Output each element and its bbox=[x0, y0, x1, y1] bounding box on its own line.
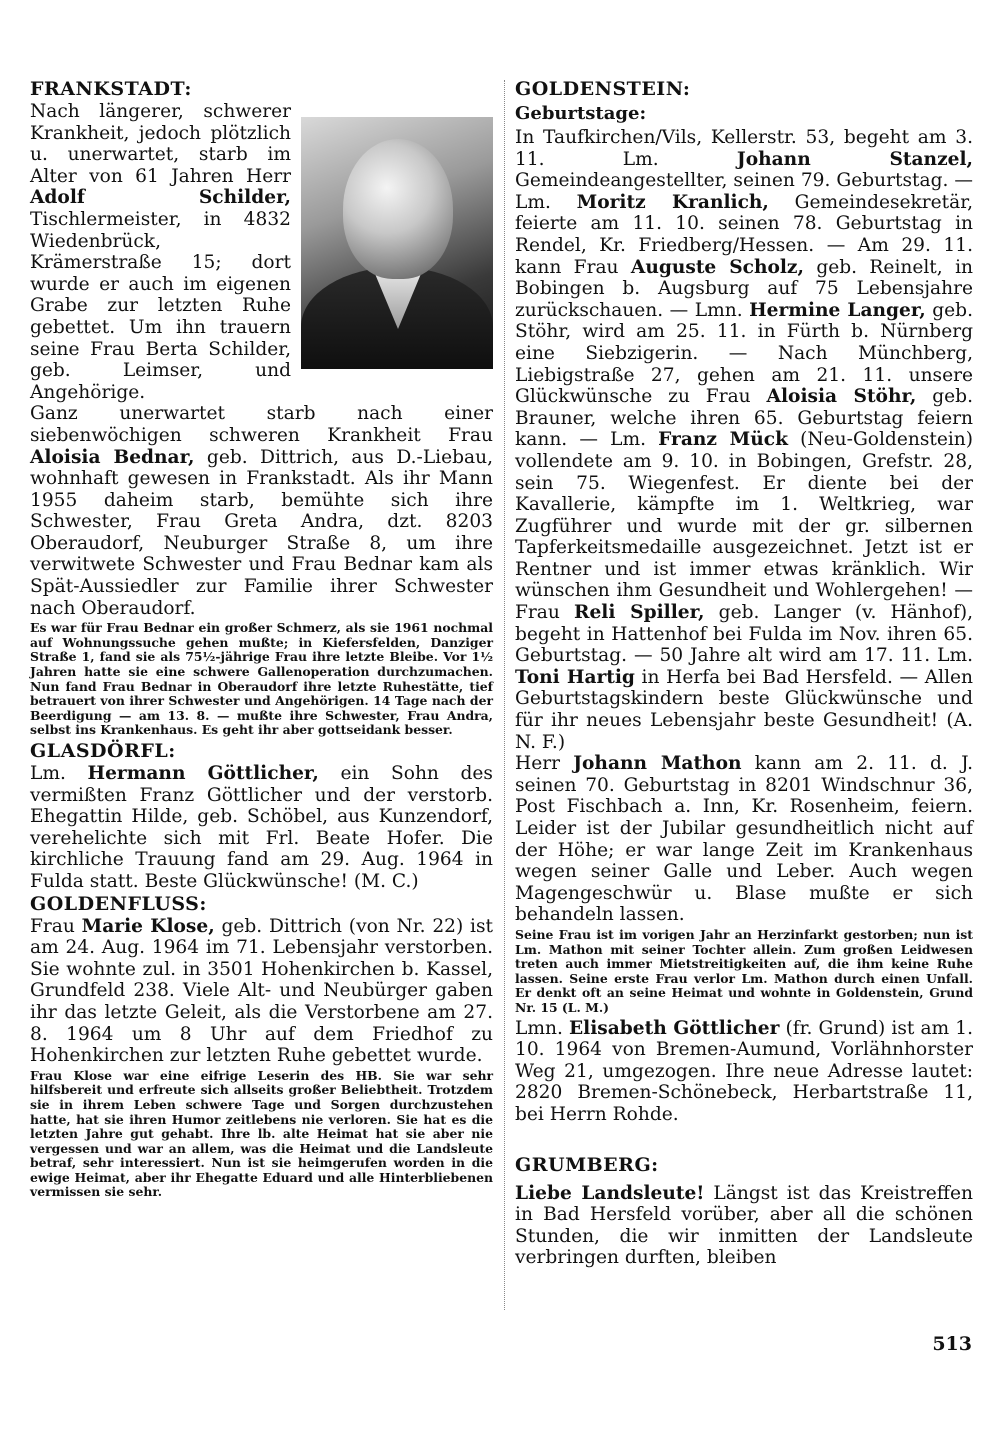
person-name: Elisabeth Göttlicher bbox=[568, 1017, 780, 1039]
section-heading: GRUMBERG: bbox=[515, 1153, 659, 1176]
person-name: Adolf Schilder, bbox=[30, 187, 291, 209]
address-change-paragraph: Lmn. Elisabeth Göttlicher (fr. Grund) ist am 1. 10. 1964 von Bremen-Aumund, Vorlähnhorster Weg 21, umgezogen. Ihre neue Adresse lautet: 2820 Bremen-Schönebeck, Herbartstraße 11, bei Herrn Rohde. bbox=[515, 1017, 973, 1125]
section-frankstadt bbox=[30, 78, 493, 738]
section-heading: GOLDENSTEIN: bbox=[515, 78, 691, 100]
person-name: Hermine Langer, bbox=[749, 299, 926, 321]
salutation: Liebe Landsleute! bbox=[515, 1182, 705, 1204]
section-subheading: Geburtstage: bbox=[515, 103, 647, 124]
section-heading: GOLDENFLUSS: bbox=[30, 892, 207, 915]
obituary-paragraph: Nach längerer, schwerer Krankheit, jedoch plötzlich u. unerwartet, starb im Alter von 61 Jahren Herr Adolf Schilder, Tischlermeister, in 4832 Wiedenbrück, Krämerstraße 15; dort wurde er auch im eigenen Grabe zur letzten Ruhe gebettet. Um ihn trauern seine Frau Berta Schilder, geb. Leimser, und Angehörige. bbox=[30, 101, 291, 403]
section-goldenfluss bbox=[30, 893, 493, 1201]
right-column bbox=[515, 78, 973, 1269]
section-heading: FRANKSTADT: bbox=[30, 78, 192, 100]
small-print-paragraph: Seine Frau ist im vorigen Jahr an Herzinfarkt gestorben; nun ist Lm. Mathon mit seiner Tochter allein. Zum großen Leidwesen treten auch immer Mietstreitigkeiten auf, die ihm keine Ruhe lassen. Seine erste Frau verlor Lm. Mathon durch einen Unfall. Er denkt oft an seine Heimat und wohnte in Goldenstein, Grund Nr. 15 (L. M.) bbox=[515, 926, 973, 1015]
person-name: Reli Spiller, bbox=[574, 602, 705, 624]
obituary-paragraph: Ganz unerwartet starb nach einer siebenwöchigen schweren Krankheit Frau Aloisia Bednar, geb. Dittrich, aus D.-Liebau, wohnhaft gewesen in Frankstadt. Als ihr Mann 1955 daheim starb, bemühte sich ihre Schwester, Frau Greta Andra, dzt. 8203 Oberaudorf, Neuburger Straße 8, um ihre verwitwete Schwester und Frau Bednar kam als Spät-Aussiedler zur Familie ihrer Schwester nach Oberaudorf. bbox=[30, 403, 493, 619]
person-name: Toni Hartig bbox=[515, 666, 635, 688]
portrait-photo bbox=[301, 117, 493, 369]
section-goldenstein bbox=[515, 78, 973, 1126]
person-name: Aloisia Stöhr, bbox=[766, 386, 917, 408]
person-name: Franz Mück bbox=[658, 429, 788, 451]
person-name: Auguste Scholz, bbox=[630, 256, 804, 278]
news-paragraph: Lm. Hermann Göttlicher, ein Sohn des vermißten Franz Göttlicher und der verstorb. Ehegattin Hilde, geb. Schöbel, aus Kunzendorf, verehelichte sich mit Frl. Beate Hofer. Die kirchliche Trauung fand am 29. Aug. 1964 in Fulda statt. Beste Glückwünsche! (M. C.) bbox=[30, 763, 493, 892]
person-name: Johann Mathon bbox=[573, 753, 742, 775]
section-grumberg bbox=[515, 1154, 973, 1269]
obituary-paragraph: Frau Marie Klose, geb. Dittrich (von Nr. 22) ist am 24. Aug. 1964 im 71. Lebensjahr verstorben. Sie wohnte zul. in 3501 Hohenkirchen b. Kassel, Grundfeld 238. Viele Alt- und Neubürger gaben ihr das letzte Geleit, als die Verstorbene am 27. 8. 1964 um 8 Uhr auf dem Friedhof zu Hohenkirchen zur letzten Ruhe gebettet wurde. bbox=[30, 915, 493, 1067]
section-heading: GLASDÖRFL: bbox=[30, 740, 176, 762]
column-divider bbox=[504, 80, 505, 1310]
left-column bbox=[30, 78, 493, 1202]
birthday-paragraph: In Taufkirchen/Vils, Kellerstr. 53, begeht am 3. 11. Lm. Johann Stanzel, Gemeindeangestellter, seinen 79. Geburtstag. — Lm. Moritz Kranlich, Gemeindesekretär, feierte am 11. 10. seinen 78. Geburtstag in Rendel, Kr. Friedberg/Hessen. — Am 29. 11. kann Frau Auguste Scholz, geb. Reinelt, in Bobingen b. Augsburg auf 75 Lebensjahre zurückschauen. — Lmn. Hermine Langer, geb. Stöhr, wird am 25. 11. in Fürth b. Nürnberg eine Siebzigerin. — Nach Münchberg, Liebigstraße 27, gehen am 21. 11. unsere Glückwünsche zu Frau Aloisia Stöhr, geb. Brauner, welche ihren 65. Geburtstag feiern kann. — Lm. Franz Mück (Neu-Goldenstein) vollendete am 9. 10. in Bobingen, Grefstr. 28, sein 75. Wiegenfest. Er diente bei der Kavallerie, kämpfte im 1. Weltkrieg, war Zugführer und wurde mit der gr. silbernen Tapferkeitsmedaille ausgezeichnet. Jetzt ist er Rentner und ist immer etwas kränklich. Wir wünschen ihm Gesundheit und Wohlergehen! — Frau Reli Spiller, geb. Langer (v. Hänhof), begeht in Hattenhof bei Fulda im Nov. ihren 65. Geburtstag. — 50 Jahre alt wird am 17. 11. Lm. Toni Hartig in Herfa bei Bad Hersfeld. — Allen Geburtstagskindern beste Glückwünsche und für ihr neues Lebensjahr beste Gesundheit! (A. N. F.) bbox=[515, 127, 974, 753]
person-name: Moritz Kranlich, bbox=[576, 191, 769, 213]
person-name: Johann Stanzel, bbox=[736, 148, 973, 170]
small-print-paragraph: Frau Klose war eine eifrige Leserin des HB. Sie war sehr hilfsbereit und erfreute sich allseits großer Beliebtheit. Trotzdem sie in ihrem Leben schwere Tage und Sorgen durchzustehen hatte, hat sie ihren Humor zeitlebens nie verloren. Sie hat es die letzten Jahre gut gehabt. Ihre lb. alte Heimat hat sie aber nie vergessen und war an allem, was die Heimat und die Landsleute betraf, sehr interessiert. Nun ist sie heimgerufen worden in die ewige Heimat, aber ihr Ehegatte Eduard und alle Hinterbliebenen vermissen sie sehr. bbox=[30, 1067, 493, 1200]
small-print-paragraph: Es war für Frau Bednar ein großer Schmerz, als sie 1961 nochmal auf Wohnungssuche gehen mußte; in Kiefersfelden, Danziger Straße 1, fand sie als 75½-jährige Frau ihre letzte Bleibe. Vor 1½ Jahren hatte sie eine schwere Gallenoperation durchzumachen. Nun fand Frau Bednar in Oberaudorf ihre letzte Ruhestätte, tief betrauert von ihrer Schwester und Angehörigen. 14 Tage nach der Beerdigung — am 13. 8. — mußte ihre Schwester, Frau Andra, selbst ins Krankenhaus. Es geht ihr aber gottseidank besser. bbox=[30, 620, 493, 738]
person-name: Hermann Göttlicher, bbox=[87, 763, 319, 784]
page-number: 513 bbox=[932, 1333, 972, 1355]
person-name: Marie Klose, bbox=[81, 915, 215, 937]
section-glasdoerfl bbox=[30, 740, 493, 893]
person-name: Aloisia Bednar, bbox=[30, 446, 195, 468]
letter-paragraph: Liebe Landsleute! Längst ist das Kreistreffen in Bad Hersfeld vorüber, aber all die schönen Stunden, die wir inmitten der Landsleute verbringen durften, bleiben bbox=[515, 1182, 973, 1269]
birthday-paragraph: Herr Johann Mathon kann am 2. 11. d. J. seinen 70. Geburtstag in 8201 Windschnur 36, Post Fischbach a. Inn, Kr. Rosenheim, feiern. Leider ist der Jubilar gesundheitlich nicht auf der Höhe; er war lange Zeit im Krankenhaus wegen seiner Galle und Leber. Auch wegen Magengeschwür u. Blase mußte er sich behandeln lassen. bbox=[515, 753, 973, 926]
